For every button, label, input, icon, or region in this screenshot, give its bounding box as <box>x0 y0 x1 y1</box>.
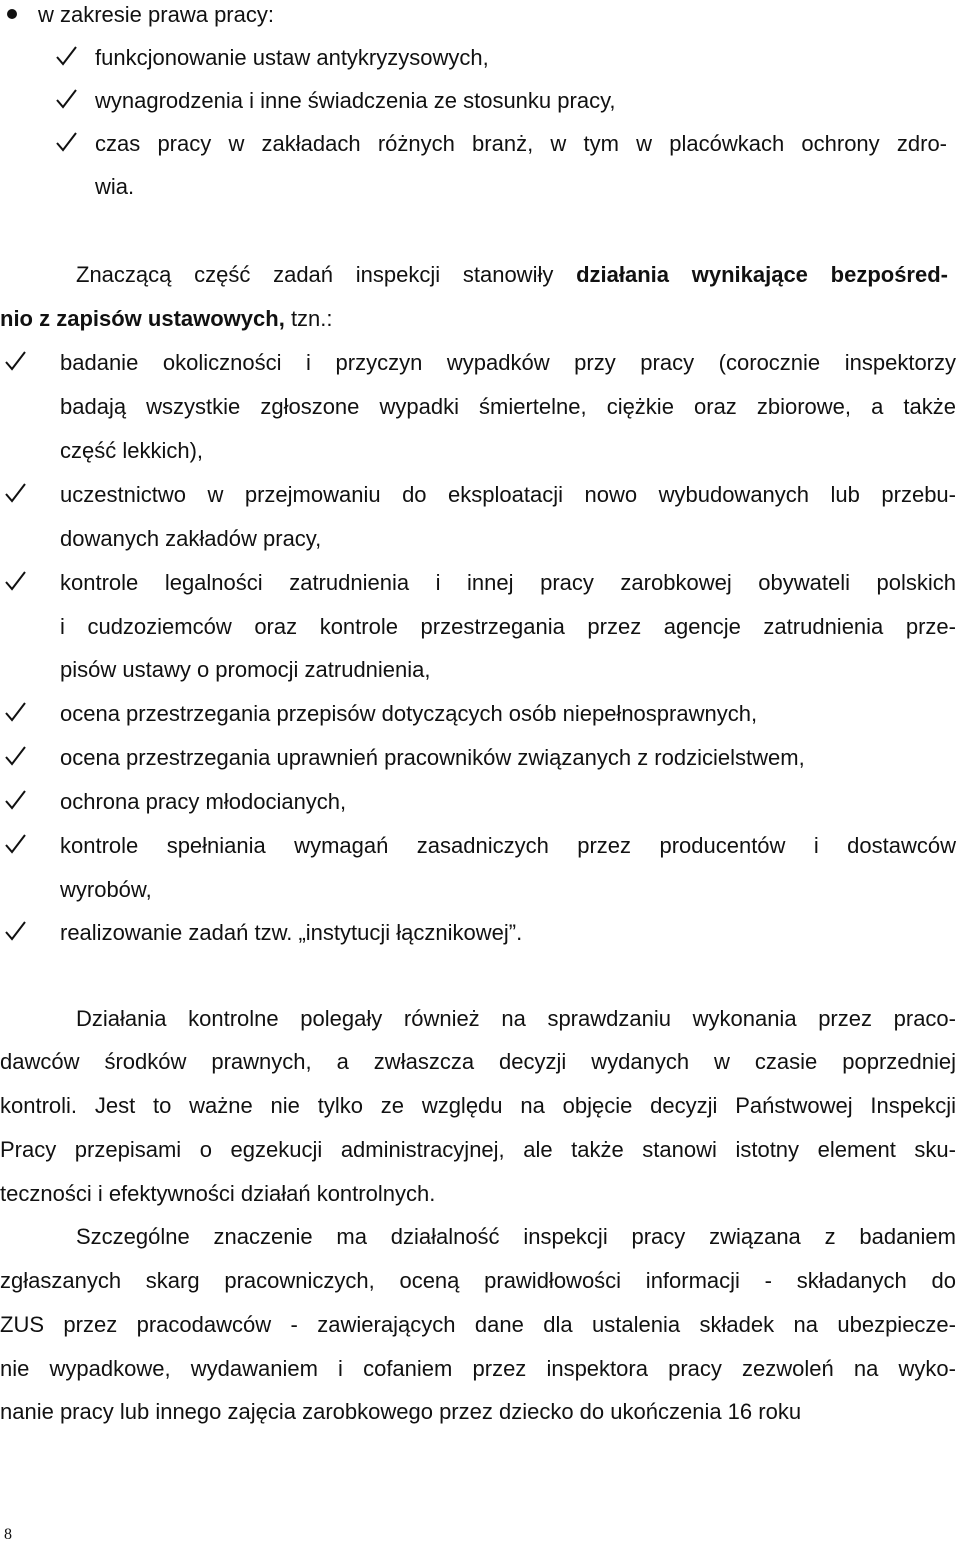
checkmark-icon <box>3 744 27 768</box>
list-item-continuation: wyrobów, <box>60 877 152 902</box>
list-item: kontrole spełniania wymagań zasadniczych przez producentów i dostawców <box>60 833 956 858</box>
paragraph-line: Działania kontrolne polegały również na sprawdzaniu wykonania przez praco- <box>76 1006 956 1031</box>
list-item: kontrole legalności zatrudnienia i innej pracy zarobkowej obywateli polskich <box>60 570 956 595</box>
list-item-continuation: i cudzoziemców oraz kontrole przestrzegania przez agencje zatrudnienia prze- <box>60 614 956 639</box>
intro-paragraph-line: Znaczącą część zadań inspekcji stanowiły działania wynikające bezpośred- <box>76 262 948 287</box>
page-number: 8 <box>4 1526 12 1543</box>
bullet-icon <box>7 9 17 19</box>
paragraph-line: zgłaszanych skarg pracowniczych, oceną prawidłowości informacji - składanych do <box>0 1268 956 1293</box>
list-item: badanie okoliczności i przyczyn wypadków przy pracy (corocznie inspektorzy <box>60 350 956 375</box>
checkmark-icon <box>54 87 78 111</box>
checkmark-icon <box>3 919 27 943</box>
checkmark-icon <box>3 569 27 593</box>
checkmark-icon <box>3 349 27 373</box>
list-item: ocena przestrzegania przepisów dotyczących osób niepełnosprawnych, <box>60 701 758 726</box>
intro-paragraph-line: nio z zapisów ustawowych, tzn.: <box>0 306 333 331</box>
paragraph-line: nanie pracy lub innego zajęcia zarobkowego przez dziecko do ukończenia 16 roku <box>0 1399 802 1424</box>
list-item: ocena przestrzegania uprawnień pracowników związanych z rodzicielstwem, <box>60 745 805 770</box>
list-item-continuation: dowanych zakładów pracy, <box>60 526 322 551</box>
paragraph-line: Pracy przepisami o egzekucji administracyjnej, ale także stanowi istotny element sku- <box>0 1137 956 1162</box>
list-item-continuation: badają wszystkie zgłoszone wypadki śmiertelne, ciężkie oraz zbiorowe, a także <box>60 394 956 419</box>
paragraph-line: ZUS przez pracodawców - zawierających dane dla ustalenia składek na ubezpiecze- <box>0 1312 956 1337</box>
checkmark-icon <box>3 481 27 505</box>
list-item: czas pracy w zakładach różnych branż, w tym w placówkach ochrony zdro- <box>95 131 947 156</box>
paragraph-line: Szczególne znaczenie ma działalność inspekcji pracy związana z badaniem <box>76 1224 956 1249</box>
checkmark-icon <box>3 832 27 856</box>
list-item: funkcjonowanie ustaw antykryzysowych, <box>95 45 489 70</box>
paragraph-line: nie wypadkowe, wydawaniem i cofaniem przez inspektora pracy zezwoleń na wyko- <box>0 1356 956 1381</box>
checkmark-icon <box>54 130 78 154</box>
list-item: uczestnictwo w przejmowaniu do eksploatacji nowo wybudowanych lub przebu- <box>60 482 956 507</box>
paragraph-line: teczności i efektywności działań kontrolnych. <box>0 1181 436 1206</box>
paragraph-line: kontroli. Jest to ważne nie tylko ze względu na objęcie decyzji Państwowej Inspekcji <box>0 1093 956 1118</box>
checkmark-icon <box>54 44 78 68</box>
list-item: ochrona pracy młodocianych, <box>60 789 347 814</box>
list-item: realizowanie zadań tzw. „instytucji łącznikowej”. <box>60 920 523 945</box>
checkmark-icon <box>3 788 27 812</box>
checkmark-icon <box>3 700 27 724</box>
list-item-continuation: wia. <box>95 174 135 199</box>
list-item-continuation: pisów ustawy o promocji zatrudnienia, <box>60 657 431 682</box>
list-item-continuation: część lekkich), <box>60 438 204 463</box>
list-heading: w zakresie prawa pracy: <box>38 2 274 27</box>
list-item: wynagrodzenia i inne świadczenia ze stosunku pracy, <box>95 88 616 113</box>
paragraph-line: dawców środków prawnych, a zwłaszcza decyzji wydanych w czasie poprzedniej <box>0 1049 956 1074</box>
